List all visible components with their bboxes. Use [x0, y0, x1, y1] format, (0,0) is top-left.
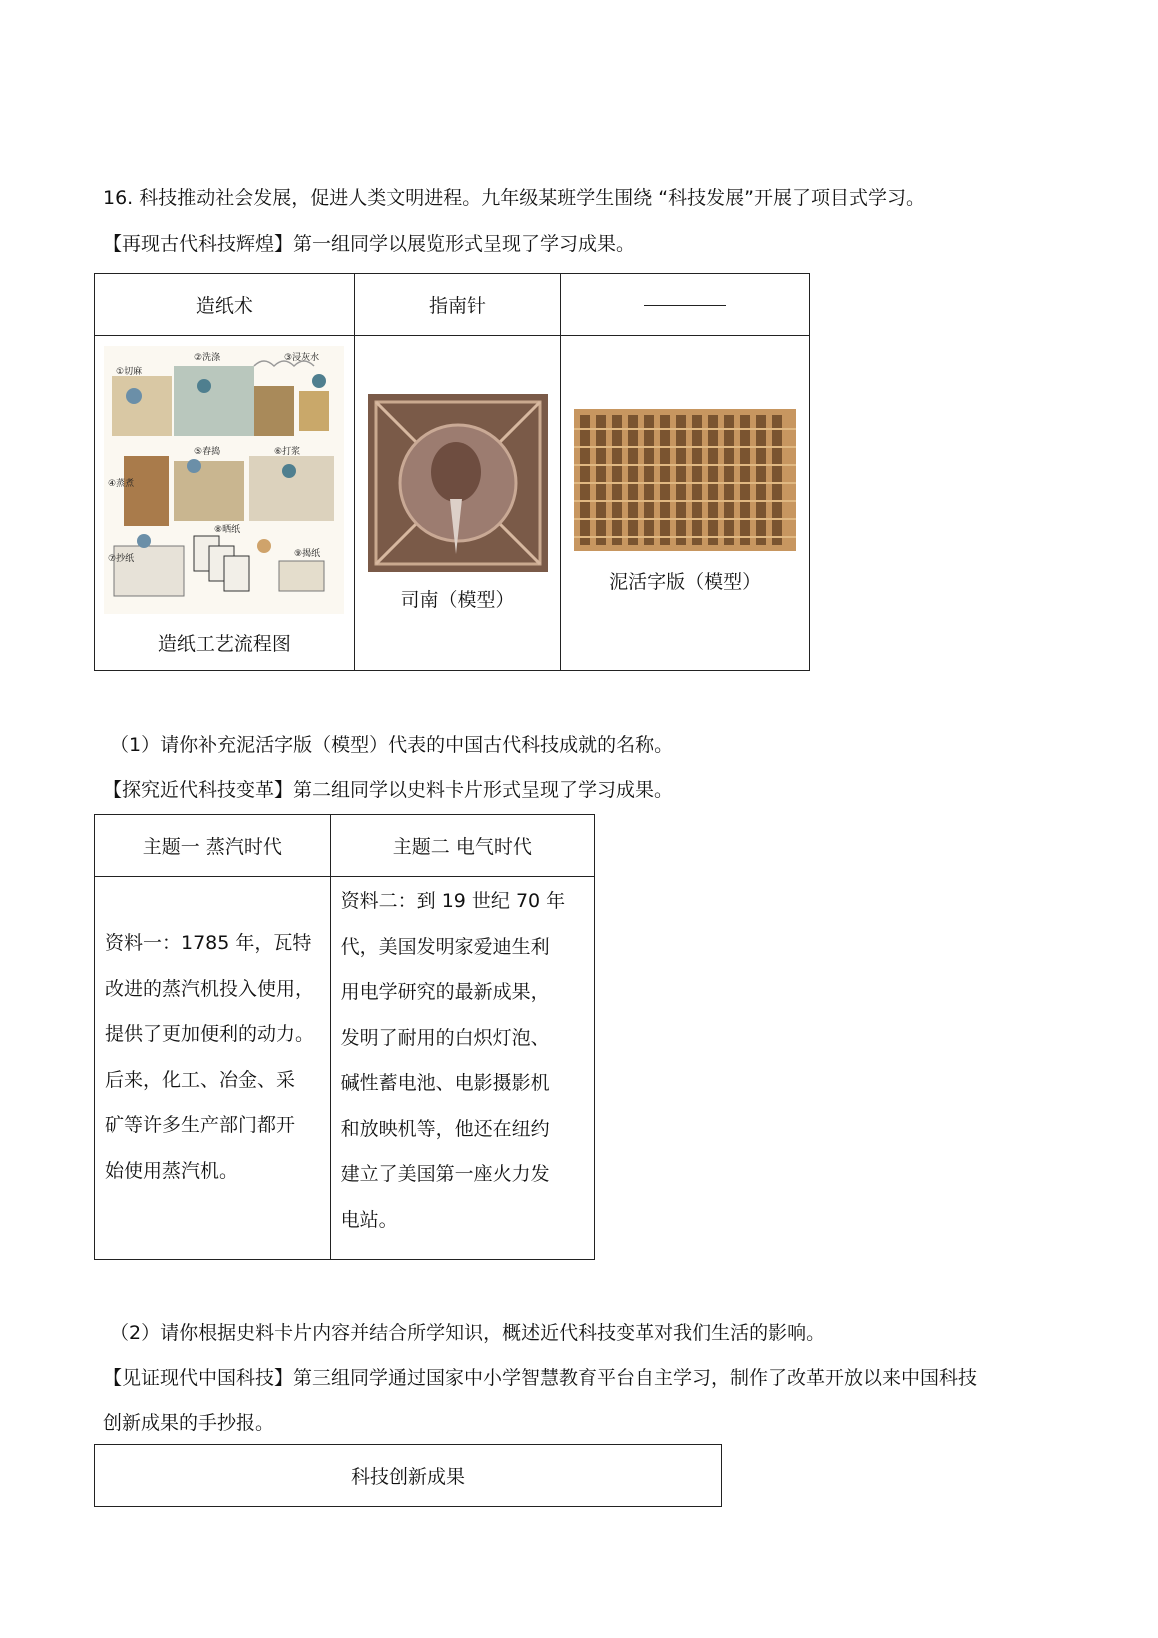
question-1: （1）请你补充泥活字版（模型）代表的中国古代科技成就的名称。: [110, 734, 674, 756]
ancient-tech-table: [94, 273, 810, 671]
step-label: ②洗涤: [194, 353, 221, 363]
step-label: ④蒸煮: [108, 479, 135, 489]
cell-compass-image: [354, 336, 561, 671]
material-two-cell: [330, 877, 594, 1260]
section3-title-line1: 【见证现代中国科技】第三组同学通过国家中小学智慧教育平台自主学习，制作了改革开放以来中国科技: [103, 1367, 978, 1389]
step-label: ③浸灰水: [284, 353, 320, 363]
section2-title: 【探究近代科技变革】第二组同学以史料卡片形式呈现了学习成果。: [103, 779, 674, 801]
header-electric-age: 主题二 电气时代: [330, 815, 594, 877]
section3-title-line2: 创新成果的手抄报。: [103, 1412, 275, 1434]
innovation-table: [94, 1444, 722, 1507]
modern-tech-table: [94, 814, 595, 1260]
cell-print-image: [561, 336, 810, 671]
header-innovation: 科技创新成果: [95, 1445, 722, 1507]
question-2: （2）请你根据史料卡片内容并结合所学知识，概述近代科技变革对我们生活的影响。: [110, 1322, 826, 1344]
step-label: ①切麻: [116, 367, 143, 377]
cell-papermaking-image: [95, 336, 355, 671]
step-label: ⑥打浆: [274, 447, 301, 457]
header-blank: [561, 274, 810, 336]
material-two-text: 资料二：到 19 世纪 70 年 代，美国发明家爱迪生利 用电学研究的最新成果， 发明了耐用的白炽灯泡、 碱性蓄电池、电影摄影机 和放映机等，他还在纽约 建立了美国第一座火力发 电站。: [340, 890, 566, 1231]
caption-papermaking: 造纸工艺流程图: [157, 633, 291, 655]
header-compass: 指南针: [354, 274, 561, 336]
material-one-text: 资料一：1785 年，瓦特 改进的蒸汽机投入使用， 提供了更加便利的动力。 后来，化工、冶金、采 矿等许多生产部门都开 始使用蒸汽机。: [105, 932, 315, 1182]
sinan-compass-image: [368, 394, 548, 572]
caption-compass: 司南（模型）: [400, 589, 515, 611]
clay-type-block-image: [574, 409, 796, 551]
papermaking-flowchart-image: [104, 346, 344, 614]
section1-title: 【再现古代科技辉煌】第一组同学以展览形式呈现了学习成果。: [103, 233, 636, 255]
step-label: ⑦抄纸: [108, 554, 135, 564]
material-one-cell: [95, 877, 331, 1260]
header-papermaking: 造纸术: [95, 274, 355, 336]
step-label: ⑧晒纸: [214, 525, 241, 535]
header-steam-age: 主题一 蒸汽时代: [95, 815, 331, 877]
step-label: ⑤舂捣: [194, 447, 221, 457]
caption-print: 泥活字版（模型）: [609, 571, 762, 593]
step-label: ⑨揭纸: [294, 549, 321, 559]
answer-blank[interactable]: [644, 304, 726, 306]
question-intro: 16. 科技推动社会发展，促进人类文明进程。九年级某班学生围绕 “科技发展”开展了项目式学习。: [103, 187, 925, 209]
